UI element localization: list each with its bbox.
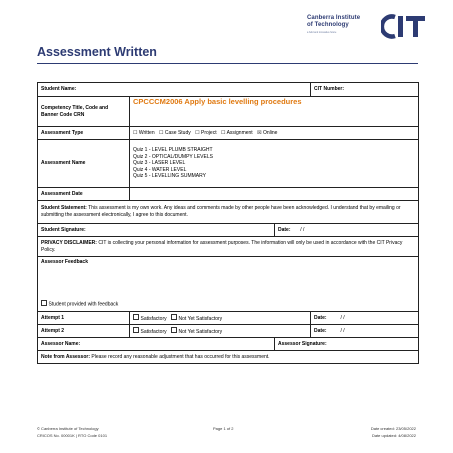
student-statement-label: Student Statement: bbox=[41, 205, 87, 212]
competency-value-cell bbox=[130, 97, 419, 127]
type-option-project[interactable] bbox=[195, 130, 216, 136]
assessment-type-row bbox=[38, 127, 419, 140]
attempt-1-options bbox=[130, 312, 311, 325]
type-option-label: Online bbox=[262, 129, 278, 136]
student-statement-text: This assessment is my own work. Any ideas and comments made by other people have been acknowledged. I understand that by emailing or submitting the assessment electronically, I agree to this document. bbox=[41, 205, 401, 218]
assessment-type-options bbox=[130, 127, 419, 140]
not-yet-label: Not Yet Satisfactory bbox=[178, 315, 223, 322]
footer-cricos: CRICOS No. 00001K | RTO Code 0101 bbox=[37, 433, 108, 438]
competency-label: Competency Title, Code and Banner Code CRN bbox=[38, 97, 130, 127]
attempt-1-date-field[interactable] bbox=[311, 312, 419, 325]
assessor-name-field[interactable]: Assessor Name: bbox=[38, 338, 275, 351]
checkbox-icon bbox=[171, 327, 177, 333]
attempt-2-options bbox=[130, 325, 311, 338]
checkbox-icon bbox=[133, 327, 139, 333]
checkbox-icon bbox=[41, 300, 47, 306]
assessment-cover-form bbox=[37, 82, 419, 364]
date-label: Date: bbox=[314, 314, 327, 321]
assessor-note-row bbox=[38, 351, 419, 364]
assessor-note-text: Please record any reasonable adjustment that has occurred for this assessment. bbox=[91, 353, 270, 360]
page-title: Assessment Written bbox=[37, 45, 157, 59]
assessment-name-label: Assessment Name bbox=[38, 140, 130, 188]
footer-page-number: Page 1 of 2 bbox=[213, 426, 234, 431]
feedback-checkbox[interactable] bbox=[41, 300, 118, 308]
cit-logo-mark-icon bbox=[381, 14, 427, 39]
quiz-item: Quiz 3 - LASER LEVEL bbox=[133, 160, 186, 167]
logo-line-2: of Technology bbox=[307, 22, 349, 28]
assessment-name-list bbox=[130, 140, 419, 188]
feedback-checkbox-label: Student provided with feedback bbox=[48, 301, 119, 308]
date-label: Date: bbox=[278, 226, 291, 233]
date-label: Date: bbox=[314, 327, 327, 334]
type-option-case-study[interactable] bbox=[159, 130, 191, 136]
attempt-2-label: Attempt 2 bbox=[38, 325, 130, 338]
footer-date-created: Date created: 23/05/2022 bbox=[370, 426, 416, 431]
quiz-item: Quiz 1 - LEVEL PLUMB STRAIGHT bbox=[133, 147, 213, 154]
quiz-item: Quiz 4 - WATER LEVEL bbox=[133, 166, 187, 173]
assessment-type-label: Assessment Type bbox=[38, 127, 130, 140]
attempt-2-satisfactory[interactable] bbox=[133, 329, 167, 335]
logo-line-1: Canberra Institute bbox=[307, 15, 361, 21]
type-option-label: Assignment bbox=[226, 129, 253, 136]
competency-value: CPCCCM2006 Apply basic levelling procedures bbox=[133, 97, 302, 106]
assessment-date-label: Assessment Date bbox=[38, 188, 130, 201]
type-option-label: Written bbox=[138, 129, 155, 136]
student-statement bbox=[38, 201, 419, 224]
attempt-2-row bbox=[38, 325, 419, 338]
cit-logo bbox=[307, 14, 432, 44]
footer-copyright: © Canberra Institute of Technology bbox=[37, 426, 99, 431]
type-option-assignment[interactable] bbox=[221, 130, 253, 136]
assessor-feedback-field[interactable] bbox=[38, 257, 419, 312]
footer-date-updated: Date updated: 4/08/2022 bbox=[371, 433, 416, 438]
student-statement-row bbox=[38, 201, 419, 224]
type-option-label: Case Study bbox=[164, 129, 191, 136]
satisfactory-label: Satisfactory bbox=[140, 315, 167, 322]
assessor-note[interactable] bbox=[38, 351, 419, 364]
satisfactory-label: Satisfactory bbox=[140, 328, 167, 335]
assessment-date-row bbox=[38, 188, 419, 201]
attempt-1-row bbox=[38, 312, 419, 325]
date-slashes: / / bbox=[340, 314, 345, 321]
competency-row bbox=[38, 97, 419, 127]
checkbox-icon: ☐ bbox=[220, 129, 226, 136]
checkbox-icon: ☐ bbox=[159, 129, 164, 136]
type-option-online[interactable] bbox=[257, 130, 277, 136]
quiz-item: Quiz 5 - LEVELLING SUMMARY bbox=[133, 173, 206, 180]
attempt-2-not-yet[interactable] bbox=[171, 329, 222, 335]
checkbox-icon: ☐ bbox=[133, 129, 138, 136]
attempt-1-satisfactory[interactable] bbox=[133, 316, 167, 322]
assessor-name-row bbox=[38, 338, 419, 351]
privacy-row bbox=[38, 237, 419, 257]
type-option-written[interactable] bbox=[133, 130, 155, 136]
attempt-1-label: Attempt 1 bbox=[38, 312, 130, 325]
privacy-disclaimer bbox=[38, 237, 419, 257]
not-yet-label: Not Yet Satisfactory bbox=[178, 328, 223, 335]
checkbox-icon bbox=[133, 314, 139, 320]
student-name-row bbox=[38, 83, 419, 97]
assessor-signature-field[interactable]: Assessor Signature: bbox=[275, 338, 419, 351]
date-slashes: / / bbox=[300, 226, 305, 233]
checked-checkbox-icon: ☒ bbox=[257, 129, 262, 136]
assessor-note-label: Note from Assessor: bbox=[41, 353, 90, 360]
student-date-field[interactable] bbox=[275, 224, 419, 237]
checkbox-icon bbox=[171, 314, 177, 320]
attempt-2-date-field[interactable] bbox=[311, 325, 419, 338]
assessment-date-field[interactable] bbox=[130, 188, 419, 201]
student-signature-field[interactable]: Student Signature: bbox=[38, 224, 275, 237]
student-name-field[interactable]: Student Name: bbox=[38, 83, 311, 97]
privacy-text: CIT is collecting your personal information for assessment purposes. The information will only be used in accordance with the CIT Privacy Policy. bbox=[41, 239, 403, 253]
assessment-name-row bbox=[38, 140, 419, 188]
student-signature-row bbox=[38, 224, 419, 237]
cit-number-field[interactable]: CIT Number: bbox=[311, 83, 419, 97]
assessor-feedback-row bbox=[38, 257, 419, 312]
attempt-1-not-yet[interactable] bbox=[171, 316, 222, 322]
type-option-label: Project bbox=[201, 129, 217, 136]
title-divider bbox=[37, 63, 418, 64]
date-slashes: / / bbox=[340, 327, 345, 334]
privacy-label: PRIVACY DISCLAIMER: bbox=[41, 239, 97, 246]
assessor-feedback-label: Assessor Feedback bbox=[41, 259, 88, 265]
checkbox-icon: ☐ bbox=[195, 129, 200, 136]
quiz-item: Quiz 2 - OPTICAL/DUMPY LEVELS bbox=[133, 153, 213, 160]
logo-tagline: a bold and innovative future bbox=[307, 31, 337, 34]
